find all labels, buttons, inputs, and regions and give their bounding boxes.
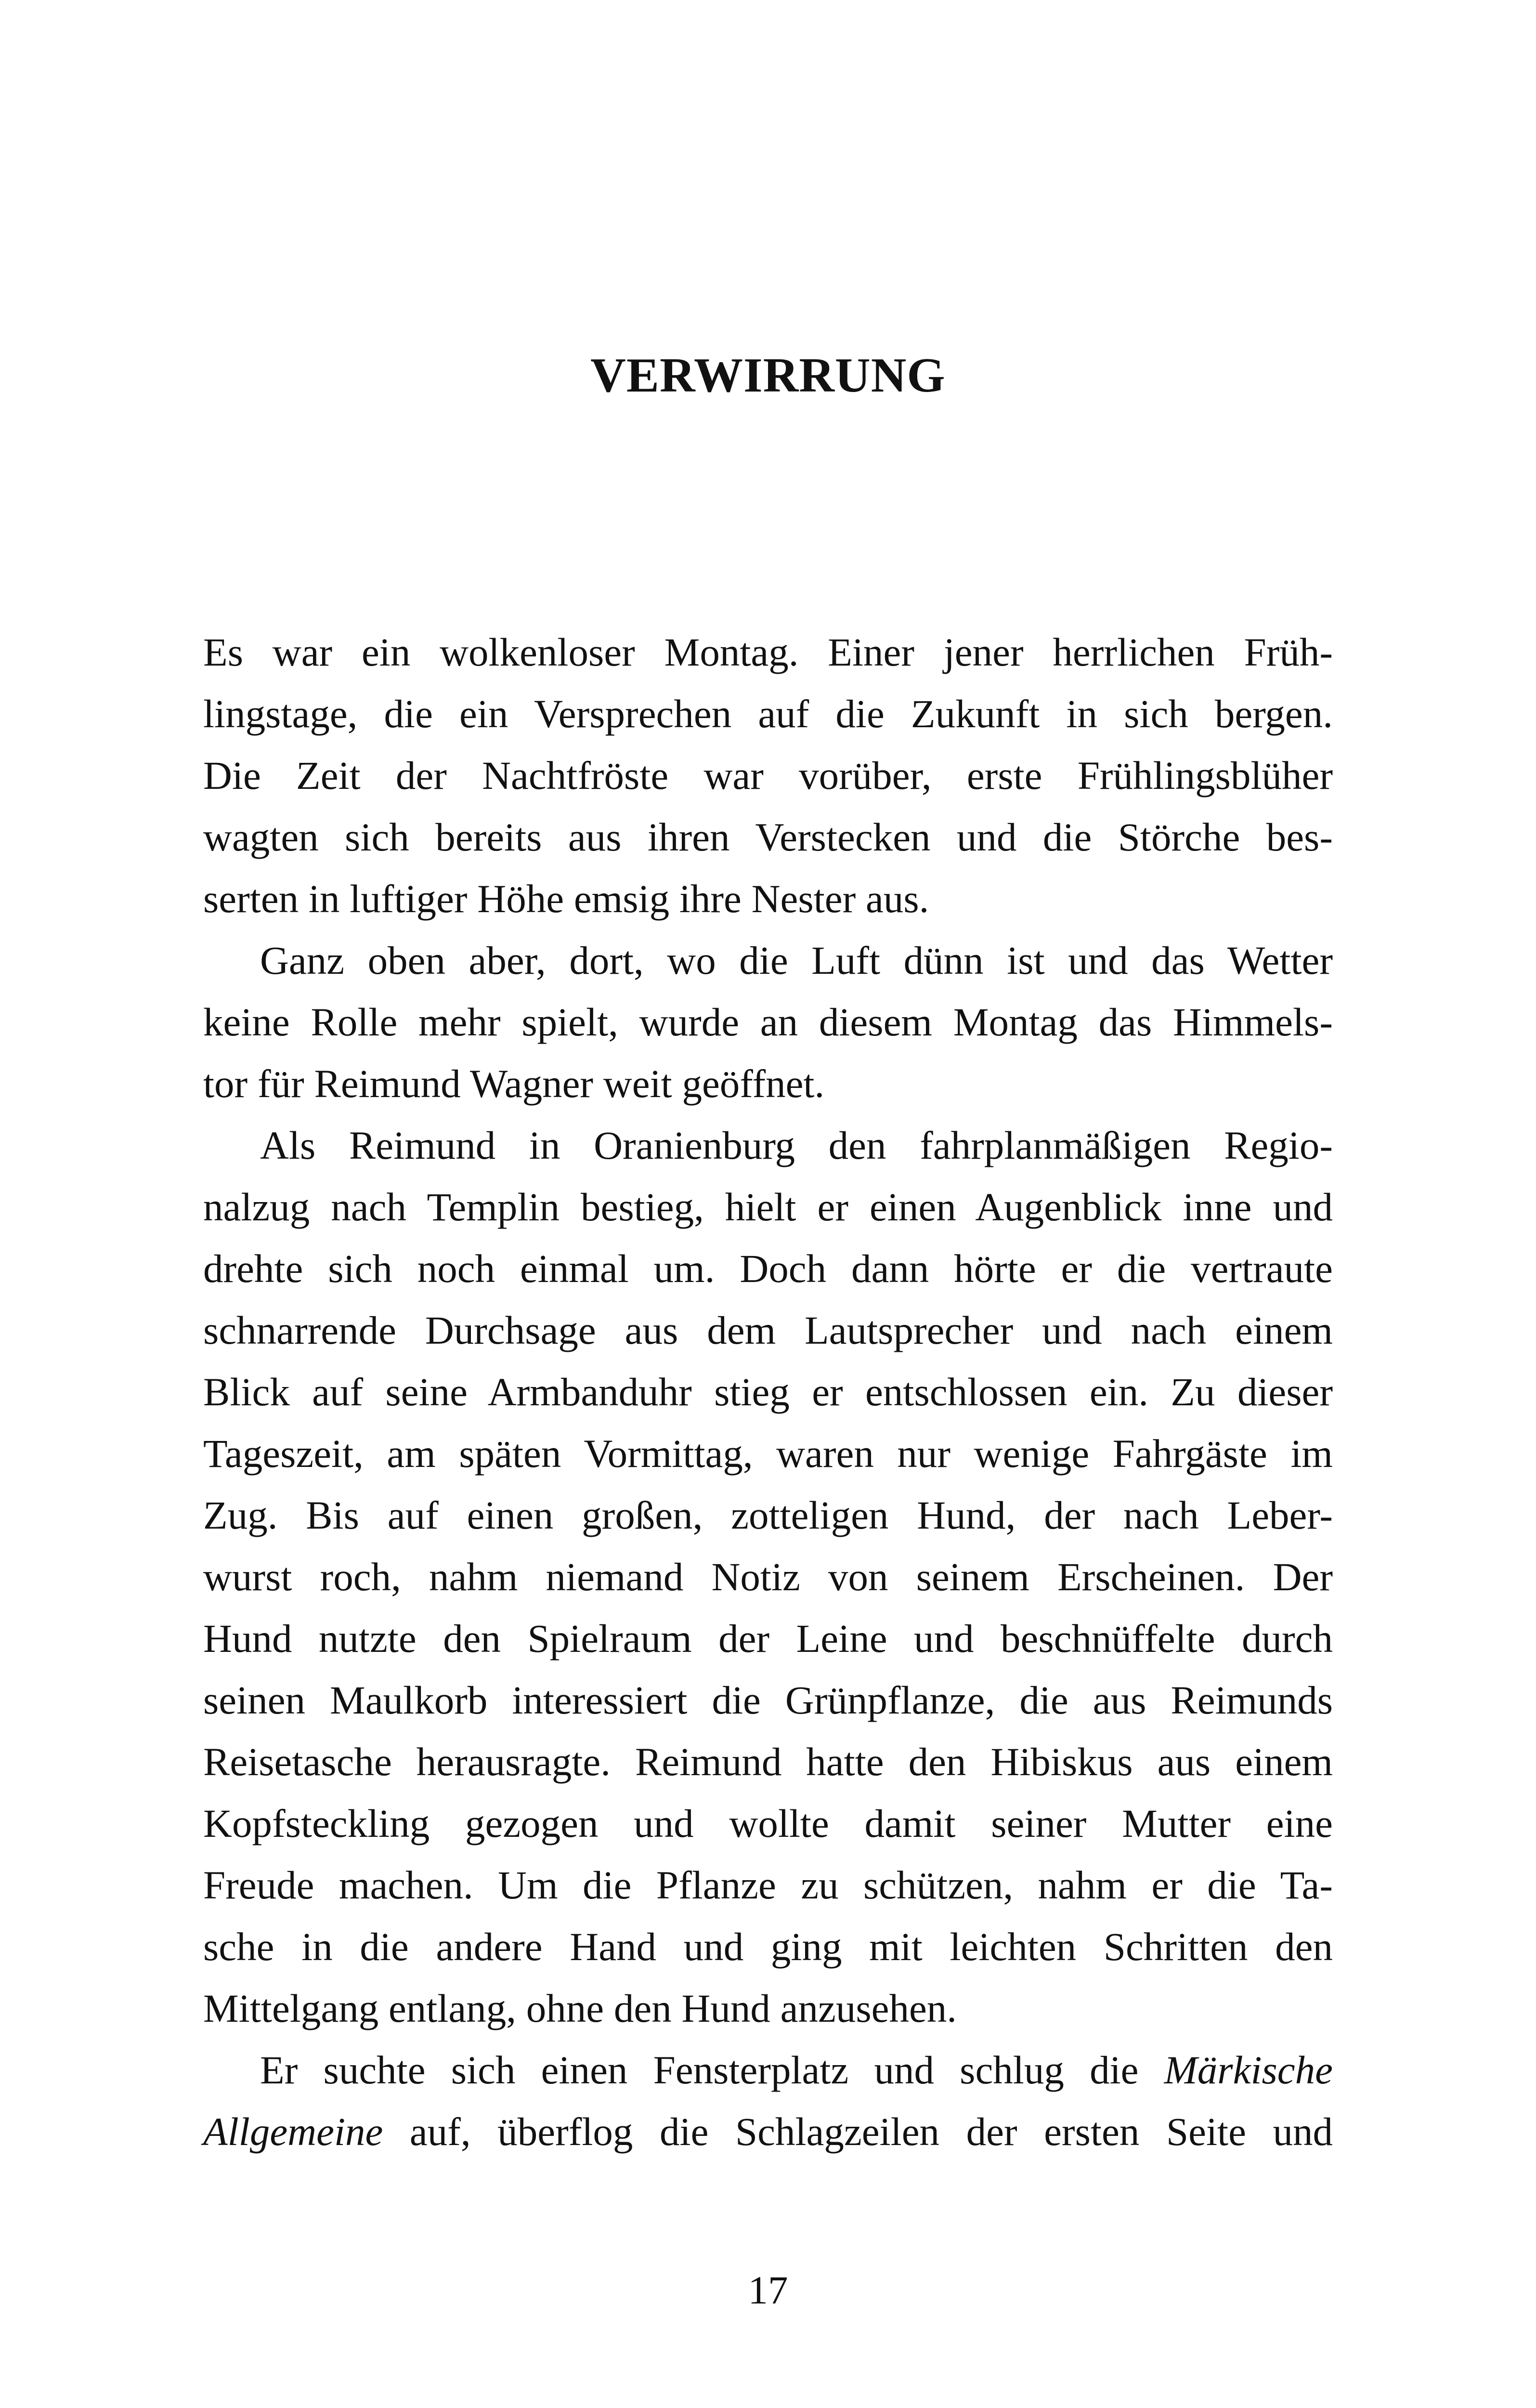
chapter-title: VERWIRRUNG xyxy=(590,348,946,403)
text-line: Als Reimund in Oranienburg den fahrplanmäßigen Regio- xyxy=(260,1123,1333,1167)
text-line: lingstage, die ein Versprechen auf die Zukunft in sich bergen. xyxy=(203,692,1333,736)
text-line: Freude machen. Um die Pflanze zu schützen, nahm er die Ta- xyxy=(203,1863,1333,1907)
text-line: wurst roch, nahm niemand Notiz von seinem Erscheinen. Der xyxy=(203,1555,1333,1599)
text-line xyxy=(203,2101,1333,2162)
page-number: 17 xyxy=(748,2268,788,2312)
text-line: Mittelgang entlang, ohne den Hund anzusehen. xyxy=(203,1986,957,2030)
text-line: serten in luftiger Höhe emsig ihre Nester aus. xyxy=(203,877,929,921)
text-line: Zug. Bis auf einen großen, zotteligen Hund, der nach Leber- xyxy=(203,1493,1333,1537)
text-run: auf, überflog die Schlagzeilen der ersten Seite und xyxy=(383,2109,1333,2154)
text-line xyxy=(203,2039,1333,2101)
text-line: schnarrende Durchsage aus dem Lautsprecher und nach einem xyxy=(203,1308,1333,1352)
text-line: keine Rolle mehr spielt, wurde an diesem Montag das Himmels- xyxy=(203,1000,1333,1044)
text-line: Blick auf seine Armbanduhr stieg er entschlossen ein. Zu dieser xyxy=(203,1370,1333,1414)
newspaper-title-part1: Märkische xyxy=(1164,2048,1333,2092)
text-line: seinen Maulkorb interessiert die Grünpflanze, die aus Reimunds xyxy=(203,1678,1333,1722)
text-line: wagten sich bereits aus ihren Verstecken und die Störche bes- xyxy=(203,815,1333,859)
text-line: sche in die andere Hand und ging mit leichten Schritten den xyxy=(203,1924,1333,1969)
text-line: Reisetasche herausragte. Reimund hatte den Hibiskus aus einem xyxy=(203,1740,1333,1784)
text-run: Er suchte sich einen Fensterplatz und schlug die xyxy=(260,2048,1164,2092)
text-line: nalzug nach Templin bestieg, hielt er einen Augenblick inne und xyxy=(203,1185,1333,1229)
text-line: Es war ein wolkenloser Montag. Einer jener herrlichen Früh- xyxy=(203,630,1333,674)
body-text xyxy=(203,621,1333,2162)
newspaper-title-part2: Allgemeine xyxy=(203,2109,383,2154)
text-line: Hund nutzte den Spielraum der Leine und beschnüffelte durch xyxy=(203,1616,1333,1661)
text-line: Kopfsteckling gezogen und wollte damit seiner Mutter eine xyxy=(203,1801,1333,1845)
text-line: Tageszeit, am späten Vormittag, waren nur wenige Fahrgäste im xyxy=(203,1431,1333,1476)
text-line: Die Zeit der Nachtfröste war vorüber, erste Frühlingsblüher xyxy=(203,753,1333,798)
text-line: Ganz oben aber, dort, wo die Luft dünn ist und das Wetter xyxy=(260,938,1333,982)
text-line: drehte sich noch einmal um. Doch dann hörte er die vertraute xyxy=(203,1246,1333,1291)
text-line: tor für Reimund Wagner weit geöffnet. xyxy=(203,1061,825,1106)
